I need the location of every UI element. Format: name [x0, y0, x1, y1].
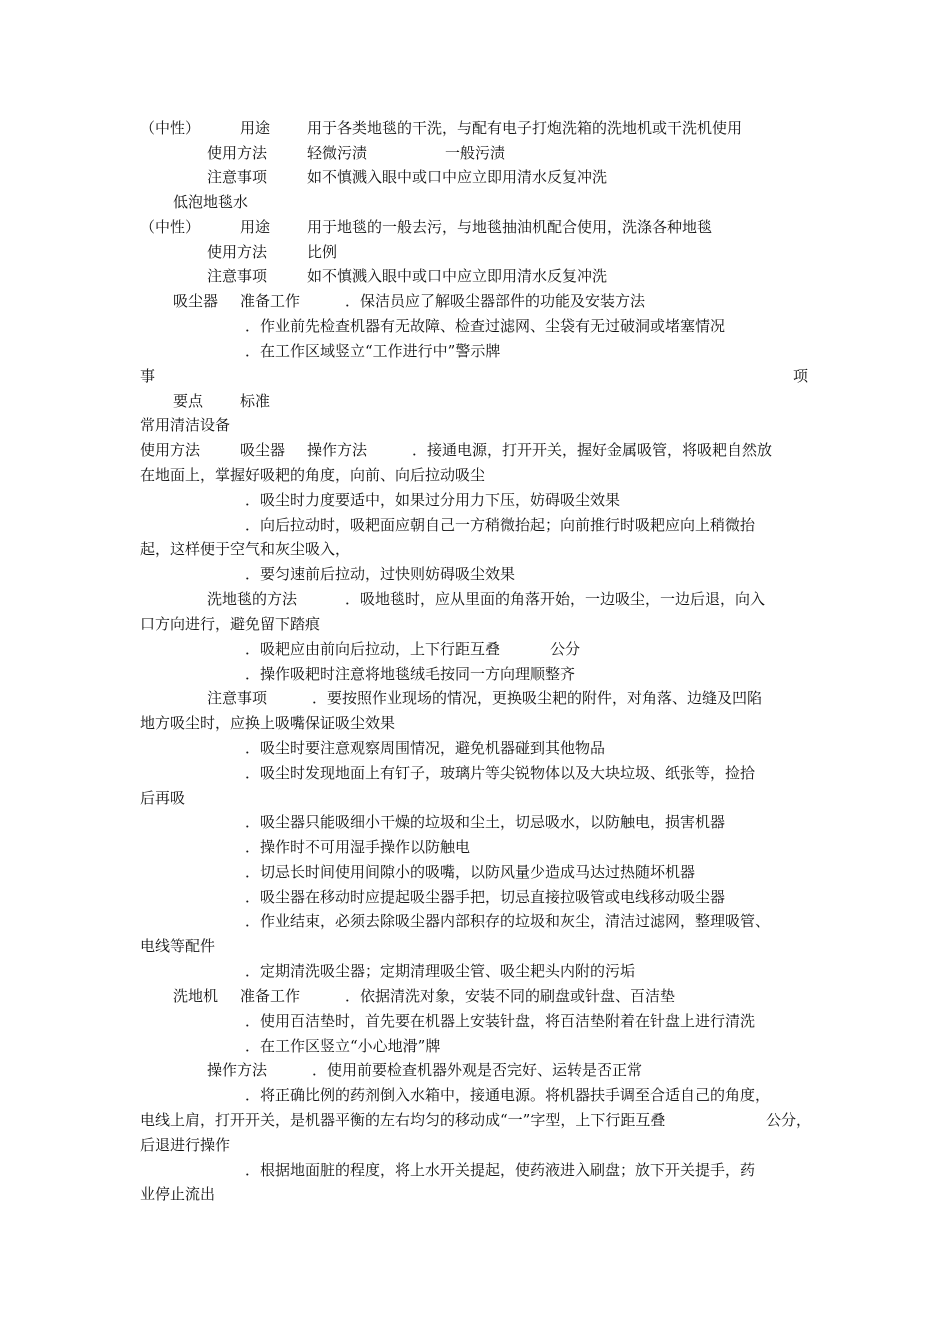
header-xiang: 项: [793, 367, 809, 385]
header-key-points: 要点: [173, 392, 204, 410]
caution-step: ．吸尘器只能吸细小干燥的垃圾和尘土，切忌吸水，以防触电，损害机器: [245, 813, 726, 831]
operation-step-cont: 业停止流出: [140, 1185, 216, 1203]
label-neutral: （中性）: [140, 119, 201, 137]
prep-step: ．使用百洁垫时，首先要在机器上安装针盘，将百洁垫附着在针盘上进行清洗: [245, 1012, 756, 1030]
caution-step: ．吸尘时要注意观察周围情况，避免机器碰到其他物品: [245, 739, 606, 757]
operation-step: ．要匀速前后拉动，过快则妨碍吸尘效果: [245, 565, 516, 583]
equipment-scrubber: 洗地机: [173, 987, 219, 1005]
header-standard: 标准: [240, 392, 271, 410]
equipment-vacuum: 吸尘器: [173, 292, 219, 310]
label-method: 使用方法: [140, 441, 201, 459]
operation-step: ．向后拉动时，吸耙面应朝自己一方稍微抬起；向前推行时吸耙应向上稍微抬: [245, 516, 756, 534]
operation-step-cont: 电线上肩，打开开关，是机器平衡的左右均匀的移动成“一”字型，上下行距互叠: [140, 1111, 666, 1129]
caution-step: ．吸尘时发现地面上有钉子，玻璃片等尖锐物体以及大块垃圾、纸张等，捡拾: [245, 764, 756, 782]
unit-cm: 公分，: [766, 1111, 812, 1129]
prep-step: ．作业前先检查机器有无故障、检查过滤网、尘袋有无过破洞或堵塞情况: [245, 317, 726, 335]
label-carpet-method: 洗地毯的方法: [207, 590, 298, 608]
header-shi: 事: [140, 367, 156, 385]
caution-step-cont: 电线等配件: [140, 937, 216, 955]
caution-step: ．切忌长时间使用间隙小的吸嘴，以防风量少造成马达过热随坏机器: [245, 863, 696, 881]
operation-step: ．根据地面脏的程度，将上水开关提起，使药液进入刷盘；放下开关提手，药: [245, 1161, 756, 1179]
ratio-text: 比例: [307, 243, 338, 261]
prep-step: ．在工作区竖立“小心地滑”牌: [245, 1037, 441, 1055]
prep-step: ．在工作区域竖立“工作进行中”警示牌: [245, 342, 501, 360]
product-name: 低泡地毯水: [173, 193, 249, 211]
carpet-step: ．吸耙应由前向后拉动，上下行距互叠: [245, 640, 501, 658]
caution-text: 如不慎溅入眼中或口中应立即用清水反复冲洗: [307, 267, 608, 285]
operation-step-cont: 在地面上，掌握好吸耙的角度，向前、向后拉动吸尘: [140, 466, 486, 484]
label-preparation: 准备工作: [240, 292, 301, 310]
prep-step: ．保洁员应了解吸尘器部件的功能及安装方法: [345, 292, 646, 310]
light-stain: 轻微污渍: [307, 144, 368, 162]
label-usage: 用途: [240, 119, 271, 137]
caution-step: ．吸尘器在移动时应提起吸尘器手把，切忌直接拉吸管或电线移动吸尘器: [245, 888, 726, 906]
label-usage: 用途: [240, 218, 271, 236]
label-caution: 注意事项: [207, 689, 268, 707]
usage-text: 用于地毯的一般去污，与地毯抽油机配合使用，洗涤各种地毯: [307, 218, 713, 236]
carpet-step: ．操作吸耙时注意将地毯绒毛按同一方向理顺整齐: [245, 665, 576, 683]
operation-step-cont: 后退进行操作: [140, 1136, 231, 1154]
label-method: 使用方法: [207, 144, 268, 162]
operation-step: ．接通电源，打开开关，握好金属吸管，将吸耙自然放: [412, 441, 773, 459]
caution-step: ．要按照作业现场的情况，更换吸尘耙的附件，对角落、边缝及凹陷: [312, 689, 763, 707]
operation-step-cont: 起，这样便于空气和灰尘吸入，: [140, 540, 351, 558]
unit-cm: 公分: [550, 640, 581, 658]
operation-step: ．使用前要检查机器外观是否完好、运转是否正常: [312, 1061, 643, 1079]
carpet-step: ．吸地毯时，应从里面的角落开始，一边吸尘，一边后退，向入: [345, 590, 766, 608]
caution-step-cont: 地方吸尘时，应换上吸嘴保证吸尘效果: [140, 714, 396, 732]
equipment-vacuum: 吸尘器: [240, 441, 286, 459]
normal-stain: 一般污渍: [445, 144, 506, 162]
label-method: 使用方法: [207, 243, 268, 261]
label-operation: 操作方法: [307, 441, 368, 459]
label-operation: 操作方法: [207, 1061, 268, 1079]
section-title: 常用清洁设备: [140, 416, 231, 434]
caution-step: ．操作时不可用湿手操作以防触电: [245, 838, 471, 856]
caution-step: ．作业结束，必须去除吸尘器内部积存的垃圾和灰尘，清洁过滤网，整理吸管、: [245, 912, 771, 930]
caution-text: 如不慎溅入眼中或口中应立即用清水反复冲洗: [307, 168, 608, 186]
label-caution: 注意事项: [207, 267, 268, 285]
caution-step: ．定期清洗吸尘器；定期清理吸尘管、吸尘耙头内附的污垢: [245, 962, 636, 980]
label-preparation: 准备工作: [240, 987, 301, 1005]
caution-step-cont: 后再吸: [140, 789, 186, 807]
operation-step: ．将正确比例的药剂倒入水箱中，接通电源。将机器扶手调至合适自己的角度，: [245, 1086, 771, 1104]
label-neutral: （中性）: [140, 218, 201, 236]
usage-text: 用于各类地毯的干洗，与配有电子打炮洗箱的洗地机或干洗机使用: [307, 119, 743, 137]
prep-step: ．依据清洗对象，安装不同的刷盘或针盘、百洁垫: [345, 987, 676, 1005]
label-caution: 注意事项: [207, 168, 268, 186]
carpet-step-cont: 口方向进行，避免留下踏痕: [140, 615, 321, 633]
operation-step: ．吸尘时力度要适中，如果过分用力下压，妨碍吸尘效果: [245, 491, 621, 509]
